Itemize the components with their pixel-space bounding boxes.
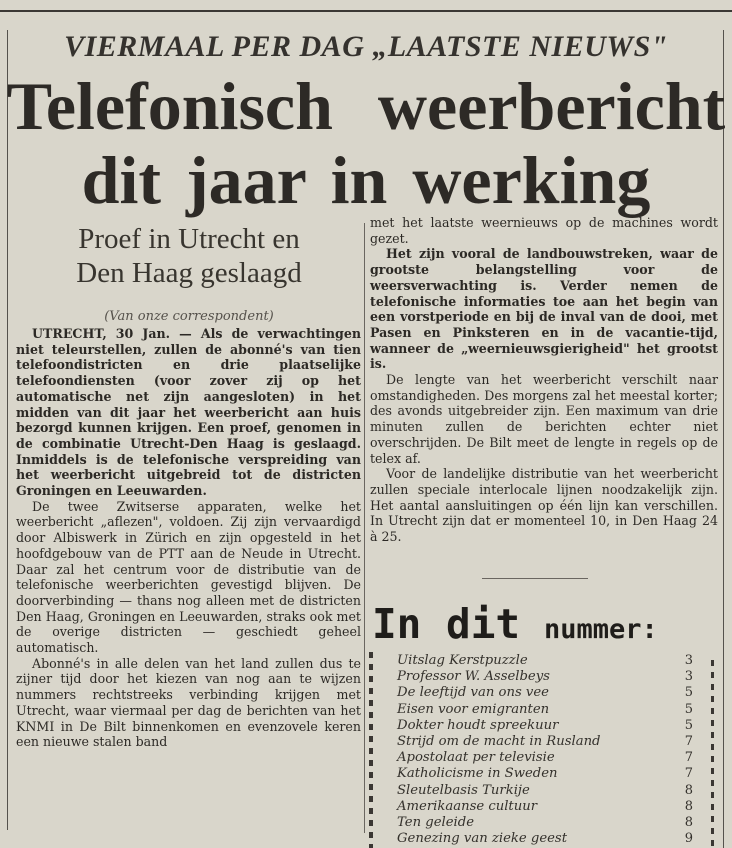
contents-item-title: Strijd om de macht in Rusland xyxy=(397,733,601,749)
contents-item xyxy=(397,783,693,799)
article-column-left xyxy=(16,326,361,750)
contents-title-big: In dit xyxy=(372,600,521,648)
contents-item-page: 8 xyxy=(684,798,693,814)
contents-title-small: nummer: xyxy=(544,614,658,645)
contents-item-page: 3 xyxy=(684,653,693,668)
contents-item xyxy=(397,734,693,750)
dateline: UTRECHT, 30 Jan. xyxy=(32,326,171,341)
headline-line-2: dit jaar in werking xyxy=(81,142,651,218)
top-rule xyxy=(0,10,732,12)
contents-item-page: 8 xyxy=(684,782,693,798)
paragraph: Voor de landelijke distributie van het weerbericht zullen speciale interlocale lijnen noodzakelijk zijn. Het aantal aansluitingen op één lijn kan verschillen. In Utrecht zijn dat er momenteel 10, in Den Haag 24 à 25. xyxy=(370,466,718,545)
contents-item xyxy=(397,799,693,815)
lead-body: — Als de verwachtingen niet teleurstellen, zullen de abonné's van tien telefoondistricten en drie plaatselijke telefoondiensten (voor zover zij op het automatische net zijn aangesloten) in het midden van dit jaar het weerbericht aan huis bezorgd kunnen krijgen. Een proef, genomen in de combinatie Utrecht-Den Haag is geslaagd. Inmiddels is de telefonische verspreiding van het weerbericht uitgebreid tot de districten Groningen en Leeuwarden. xyxy=(16,326,361,499)
contents-item-title: Professor W. Asselbeys xyxy=(397,669,550,685)
column-divider xyxy=(364,223,365,833)
headline-line-1: Telefonisch weerbericht xyxy=(6,68,726,144)
contents-item xyxy=(397,831,693,847)
subheadline-line-2: Den Haag geslaagd xyxy=(76,257,302,289)
contents-item-title: Amerikaanse cultuur xyxy=(397,798,538,814)
contents-item-page: 5 xyxy=(684,717,693,733)
contents-item-title: Ten geleide xyxy=(397,814,474,830)
paragraph-bold: Het zijn vooral de landbouwstreken, waar de grootste belangstelling voor de weersverwachting is. Verder nemen de telefonische informaties toe aan het begin van een vorstperiode en bij de inval van de dooi, met Pasen en Pinksteren en in de vacantie-tijd, wanneer de „weernieuwsgierigheid" het grootst is. xyxy=(370,246,718,372)
contents-item xyxy=(397,669,693,685)
contents-item xyxy=(397,702,693,718)
contents-item xyxy=(397,815,693,831)
contents-list xyxy=(397,653,693,847)
contents-item-page: 8 xyxy=(684,814,693,830)
contents-item xyxy=(397,718,693,734)
paragraph-lead xyxy=(16,326,361,499)
separator-rule xyxy=(482,578,588,579)
article-column-right xyxy=(370,215,718,545)
contents-item xyxy=(397,685,693,701)
subheadline-line-1: Proef in Utrecht en xyxy=(78,223,300,255)
contents-item-page: 7 xyxy=(684,750,693,766)
byline: (Van onze correspondent) xyxy=(104,309,274,324)
contents-item-page: 9 xyxy=(684,831,693,847)
contents-item-title: De leeftijd van ons vee xyxy=(397,685,549,701)
dashed-border-left xyxy=(369,652,373,848)
contents-item xyxy=(397,750,693,766)
contents-item-page: 5 xyxy=(684,685,693,701)
contents-box-title xyxy=(372,600,722,648)
contents-item-page: 5 xyxy=(684,701,693,717)
contents-item-page: 7 xyxy=(684,733,693,749)
contents-item-title: Apostolaat per televisie xyxy=(397,750,555,766)
paragraph: De lengte van het weerbericht verschilt naar omstandigheden. Des morgens zal het meestal korter; des avonds uitgebreider zijn. Een maximum van drie minuten zullen de berichten echter niet overschrijden. De Bilt meet de lengte in regels op de telex af. xyxy=(370,372,718,466)
kicker: VIERMAAL PER DAG „LAATSTE NIEUWS" xyxy=(64,30,668,63)
contents-item xyxy=(397,766,693,782)
contents-item-page: 3 xyxy=(684,669,693,685)
contents-item-title: Eisen voor emigranten xyxy=(397,701,550,717)
paragraph: De twee Zwitserse apparaten, welke het weerbericht „aflezen", voldoen. Zij zijn vervaardigd door Albiswerk in Zürich en zijn opgesteld in het hoofdgebouw van de PTT aan de Neude in Utrecht. Daar zal het centrum voor de distributie van de telefonische weerberichten gevestigd blijven. De doorverbinding — thans nog alleen met de districten Den Haag, Groningen en Leeuwarden, straks ook met de overige districten — geschiedt geheel automatisch. xyxy=(16,498,361,656)
paragraph: met het laatste weernieuws op de machines wordt gezet. xyxy=(370,215,718,246)
contents-item-title: Uitslag Kerstpuzzle xyxy=(397,653,528,668)
contents-item-title: Katholicisme in Sweden xyxy=(397,766,558,782)
paragraph: Abonné's in alle delen van het land zullen dus te zijner tijd door het kiezen van nog aan te wijzen nummers rechtstreeks verbinding krijgen met Utrecht, waar viermaal per dag de berichten van het KNMI in De Bilt binnenkomen en evenzovele keren een nieuwe stalen band xyxy=(16,655,361,750)
contents-item-title: Dokter houdt spreekuur xyxy=(397,717,559,733)
contents-item-title: Genezing van zieke geest xyxy=(397,831,568,847)
contents-item-page: 7 xyxy=(684,766,693,782)
contents-item xyxy=(397,653,693,669)
dashed-border-right xyxy=(711,660,714,848)
contents-item-title: Sleutelbasis Turkije xyxy=(397,782,530,798)
